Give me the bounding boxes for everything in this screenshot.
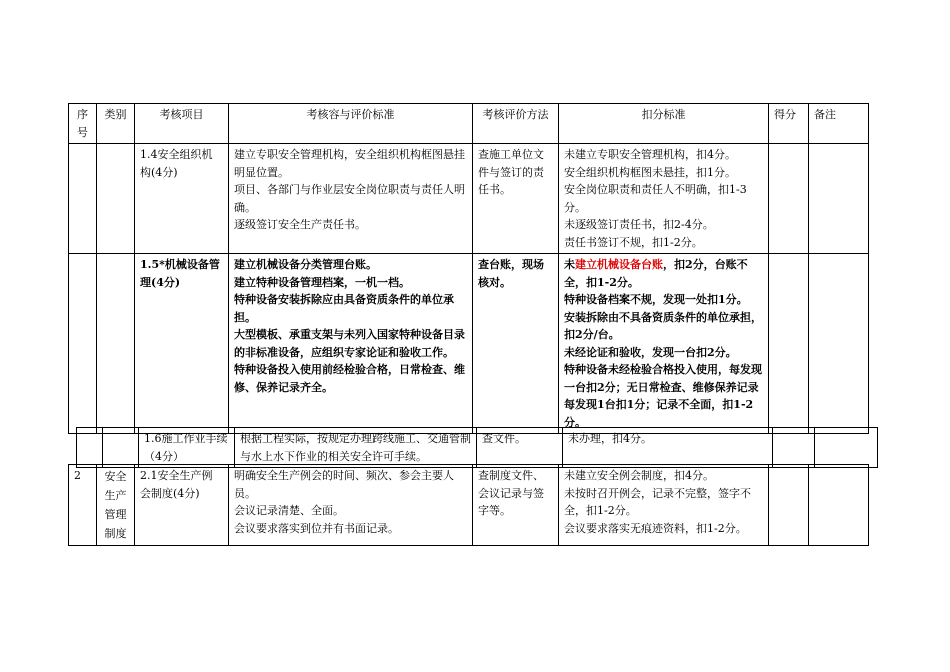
deduction-line: 未建立专职安全管理机构，扣4分。 xyxy=(564,148,736,161)
cell-method: 查制度文件、会议记录与签字等。 xyxy=(473,465,559,546)
header-seq-line2: 号 xyxy=(77,125,88,139)
cell-standard: 根据工程实际，按规定办理跨线施工、交通管制与水上水下作业的相关安全许可手续。 xyxy=(235,428,477,468)
cell-score xyxy=(769,254,809,434)
standard-line: 建立机械设备分类管理台账。 xyxy=(234,258,377,271)
assessment-table xyxy=(68,103,869,434)
header-score: 得分 xyxy=(769,104,809,144)
cell-deduction: 未办理，扣4分。 xyxy=(563,428,773,468)
assessment-table-2 xyxy=(68,464,869,546)
cell-score xyxy=(773,428,815,468)
highlighted-text: 建立机械设备台账 xyxy=(575,258,663,271)
standard-line: 会议要求落实到位并有书面记录。 xyxy=(234,521,399,535)
header-standard: 考核容与评价标准 xyxy=(229,104,473,144)
deduction-line: 责任书签订不规，扣1-2分。 xyxy=(564,235,703,249)
table-row-1-6 xyxy=(77,428,878,468)
cell-standard xyxy=(229,465,473,546)
cell-standard xyxy=(229,254,473,434)
cell-item: 1.6施工作业手续（4分） xyxy=(139,428,235,468)
deduction-line: 未逐级签订责任书，扣2-4分。 xyxy=(564,218,714,231)
cell-method: 查施工单位文件与签订的责任书。 xyxy=(473,144,559,254)
cell-category xyxy=(97,465,135,546)
deduction-line: 特种设备档案不规，发现一处扣1分。 xyxy=(564,293,748,306)
standard-line: 逐级签订安全生产责任书。 xyxy=(234,218,366,231)
deduction-line: 未经论证和验收，发现一台扣2分。 xyxy=(564,345,737,359)
deduction-line: 安装拆除由不具备资质条件的单位承担，扣2分/台。 xyxy=(564,310,762,341)
category-char: 生 xyxy=(104,489,116,502)
table-row-1-4 xyxy=(69,144,869,254)
cell-item: 2.1安全生产例会制度(4分) xyxy=(135,465,229,546)
cell-category xyxy=(103,428,139,468)
cell-seq: 2 xyxy=(69,465,97,546)
deduction-line: 未建立安全例会制度，扣4分。 xyxy=(564,469,714,482)
cell-deduction xyxy=(559,144,769,254)
cell-item: 1.4安全组织机构(4分) xyxy=(135,144,229,254)
deduction-suffix: ，扣2分，台账不全，扣1-2分。 xyxy=(564,258,748,289)
deduction-line: 安全组织机构框图未悬挂，扣1分。 xyxy=(564,165,736,179)
standard-line: 大型模板、承重支架与未列入国家特种设备目录的非标准设备，应组织专家论证和验收工作。 xyxy=(234,328,465,359)
header-item: 考核项目 xyxy=(135,104,229,144)
cell-method: 查台账，现场核对。 xyxy=(473,254,559,434)
cell-method: 查文件。 xyxy=(477,428,563,468)
cell-remark xyxy=(809,465,869,546)
standard-line: 建立特种设备管理档案，一机一档。 xyxy=(234,275,410,289)
deduction-line: 未按时召开例会，记录不完整，签字不全，扣1-2分。 xyxy=(564,486,751,517)
cell-seq xyxy=(69,144,97,254)
standard-line: 特种设备安装拆除应由具备资质条件的单位承担。 xyxy=(234,293,454,324)
cell-seq xyxy=(77,428,103,468)
cell-category xyxy=(97,144,135,254)
cell-category xyxy=(97,254,135,434)
header-deduction: 扣分标准 xyxy=(559,104,769,144)
header-category: 类别 xyxy=(97,104,135,144)
category-char: 理 xyxy=(115,508,127,521)
standard-line: 特种设备投入使用前经检验合格，日常检查、维修、保养记录齐全。 xyxy=(234,363,465,394)
cell-remark xyxy=(809,144,869,254)
standard-line: 建立专职安全管理机构，安全组织机构框图悬挂明显位置。 xyxy=(234,148,465,179)
table-row-1-5 xyxy=(69,254,869,434)
cell-standard xyxy=(229,144,473,254)
deduction-line: 安全岗位职责和责任人不明确，扣1-3分。 xyxy=(564,183,747,214)
cell-remark xyxy=(815,428,878,468)
category-char: 产 xyxy=(115,489,127,502)
table-header-row xyxy=(69,104,869,144)
category-char: 全 xyxy=(115,470,127,483)
cell-score xyxy=(769,465,809,546)
cell-deduction xyxy=(559,465,769,546)
standard-line: 明确安全生产例会的时间、频次、参会主要人员。 xyxy=(234,469,454,500)
cell-deduction xyxy=(559,254,769,434)
header-method: 考核评价方法 xyxy=(473,104,559,144)
deduction-line xyxy=(564,256,763,291)
cell-remark xyxy=(809,254,869,434)
deduction-line: 特种设备未经检验合格投入使用，每发现一台扣2分；无日常检查、维修保养记录每发现1台扣1分；记录不全面，扣1-2分。 xyxy=(564,363,762,429)
header-seq xyxy=(69,104,97,144)
deduction-line: 会议要求落实无痕迹资料，扣1-2分。 xyxy=(564,521,747,535)
table-row-2-1 xyxy=(69,465,869,546)
cell-seq xyxy=(69,254,97,434)
category-char: 管 xyxy=(104,508,116,521)
header-remark: 备注 xyxy=(809,104,869,144)
header-seq-line1: 序 xyxy=(77,108,88,121)
category-char: 制 xyxy=(104,527,116,540)
standard-line: 项目、各部门与作业层安全岗位职责与责任人明确。 xyxy=(234,183,465,214)
standard-line: 会议记录清楚、全面。 xyxy=(234,504,344,517)
category-char: 安 xyxy=(104,470,116,483)
cell-item: 1.5*机械设备管理(4分) xyxy=(135,254,229,434)
deduction-prefix: 未 xyxy=(564,258,575,271)
assessment-table-1-6 xyxy=(76,427,878,468)
cell-score xyxy=(769,144,809,254)
category-char: 度 xyxy=(115,527,127,540)
